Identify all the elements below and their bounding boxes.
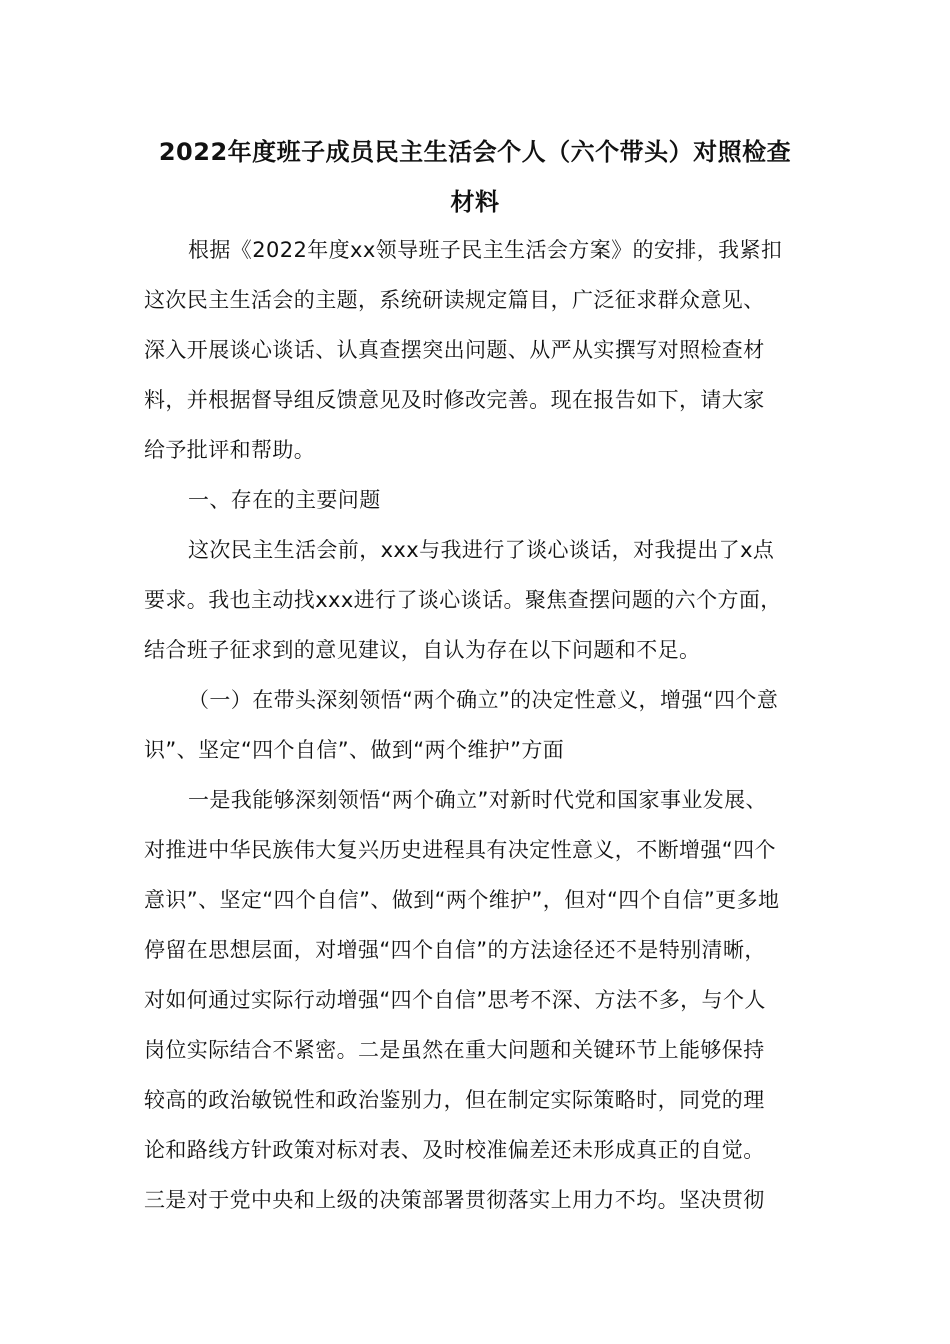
paragraph-line: 一是我能够深刻领悟“两个确立”对新时代党和国家事业发展、 — [188, 788, 767, 812]
paragraph-line: 意识”、坚定“四个自信”、做到“两个维护”，但对“四个自信”更多地 — [144, 888, 780, 912]
paragraph-line: 停留在思想层面，对增强“四个自信”的方法途径还不是特别清晰， — [144, 938, 766, 962]
paragraph-line: 根据《2022年度xx领导班子民主生活会方案》的安排，我紧扣 — [188, 238, 783, 262]
subsection-heading: 识”、坚定“四个自信”、做到“两个维护”方面 — [144, 738, 565, 762]
paragraph-line: 论和路线方针政策对标对表、及时校准偏差还未形成真正的自觉。 — [144, 1138, 765, 1162]
paragraph-line: 结合班子征求到的意见建议，自认为存在以下问题和不足。 — [144, 638, 701, 662]
paragraph-line: 这次民主生活会的主题，系统研读规定篇目，广泛征求群众意见、 — [144, 288, 765, 312]
paragraph-line: 深入开展谈心谈话、认真查摆突出问题、从严从实撰写对照检查材 — [144, 338, 765, 362]
paragraph-line: 这次民主生活会前，xxx与我进行了谈心谈话，对我提出了x点 — [188, 538, 775, 562]
document-title-line-1: 2022年度班子成员民主生活会个人（六个带头）对照检查 — [158, 138, 792, 166]
document-title-line-2: 材料 — [450, 188, 500, 216]
section-heading: 一、存在的主要问题 — [188, 488, 381, 512]
paragraph-line: 对如何通过实际行动增强“四个自信”思考不深、方法不多，与个人 — [144, 988, 766, 1012]
paragraph-line: 料，并根据督导组反馈意见及时修改完善。现在报告如下，请大家 — [144, 388, 765, 412]
paragraph-line: 三是对于党中央和上级的决策部署贯彻落实上用力不均。坚决贯彻 — [144, 1188, 765, 1212]
paragraph-line: 较高的政治敏锐性和政治鉴别力，但在制定实际策略时，同党的理 — [144, 1088, 765, 1112]
paragraph-line: 对推进中华民族伟大复兴历史进程具有决定性意义，不断增强“四个 — [144, 838, 776, 862]
paragraph-line: 要求。我也主动找xxx进行了谈心谈话。聚焦查摆问题的六个方面， — [144, 588, 782, 612]
subsection-heading: （一）在带头深刻领悟“两个确立”的决定性意义，增强“四个意 — [188, 688, 779, 712]
paragraph-line: 岗位实际结合不紧密。二是虽然在重大问题和关键环节上能够保持 — [144, 1038, 765, 1062]
paragraph-line: 给予批评和帮助。 — [144, 438, 316, 462]
